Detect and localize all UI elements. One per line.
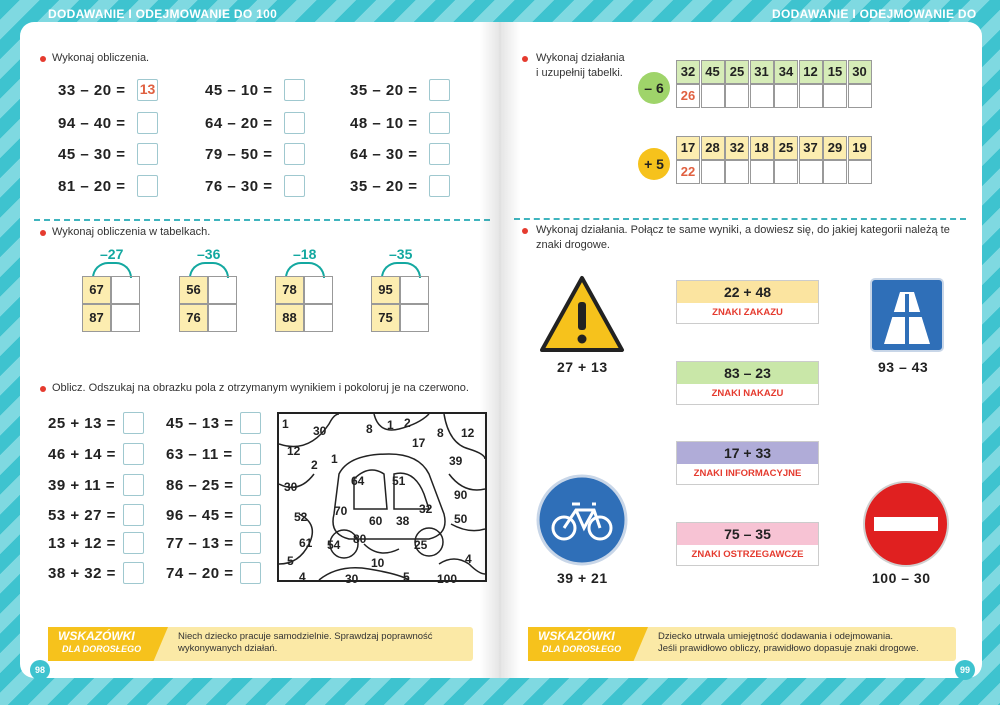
page-number-left: 98 [30, 660, 50, 680]
equation: 64 – 20 = [205, 115, 273, 132]
ex1-instruction: Wykonaj obliczenia. [52, 52, 150, 64]
table-cell: 32 [676, 60, 700, 84]
picture-field-number: 61 [299, 536, 313, 550]
category-name: ZNAKI INFORMACYJNE [677, 464, 818, 484]
equation: 39 + 11 = [48, 477, 116, 494]
left-page [20, 22, 500, 678]
answer-cell[interactable] [111, 304, 140, 332]
picture-field-number: 32 [419, 502, 433, 516]
category-name: ZNAKI OSTRZEGAWCZE [677, 545, 818, 565]
rex2-instruction-line1: Wykonaj działania. Połącz te same wyniki, a dowiesz się, do jakiej kategorii należą te [536, 224, 950, 236]
picture-field-number: 100 [437, 572, 458, 586]
category-name: ZNAKI NAKAZU [677, 384, 818, 404]
answer-box[interactable] [284, 79, 305, 101]
hint-text-right-line1: Dziecko utrwala umiejętność dodawania i odejmowania. [658, 631, 893, 642]
table-cell: 17 [676, 136, 700, 160]
picture-field-number: 64 [351, 474, 365, 488]
answer-cell[interactable] [111, 276, 140, 304]
answer-box[interactable] [284, 143, 305, 165]
answer-cell[interactable] [799, 84, 823, 108]
picture-field-number: 4 [465, 552, 472, 566]
bicycle-sign-label: 39 + 21 [557, 570, 608, 586]
equation: 94 – 40 = [58, 115, 126, 132]
right-header: DODAWANIE I ODEJMOWANIE DO [772, 7, 977, 21]
table-cell: 29 [823, 136, 847, 160]
answer-box[interactable] [429, 175, 450, 197]
answer-box[interactable]: 13 [137, 79, 158, 101]
bicycle-sign-icon[interactable] [536, 474, 628, 566]
answer-cell[interactable]: 26 [676, 84, 700, 108]
category-name: ZNAKI ZAKAZU [677, 303, 818, 323]
equation: 45 – 30 = [58, 146, 126, 163]
table-cell: 76 [179, 304, 208, 332]
equation: 48 – 10 = [350, 115, 418, 132]
equation: 53 + 27 = [48, 507, 116, 524]
table-cell: 18 [750, 136, 774, 160]
rex2-instruction-line2: znaki drogowe. [536, 239, 610, 251]
equation: 63 – 11 = [166, 446, 233, 463]
table-cell: 25 [774, 136, 798, 160]
answer-cell[interactable] [725, 84, 749, 108]
picture-field-number: 12 [287, 444, 301, 458]
answer-box[interactable] [123, 504, 144, 526]
answer-cell[interactable] [701, 160, 725, 184]
answer-cell[interactable] [823, 160, 847, 184]
table-cell: 34 [774, 60, 798, 84]
right-page [500, 22, 982, 678]
picture-field-number: 30 [313, 424, 327, 438]
ex3-instruction: Oblicz. Odszukaj na obrazku pola z otrzymanym wynikiem i pokoloruj je na czerwono. [52, 382, 469, 394]
table-cell: 32 [725, 136, 749, 160]
picture-field-number: 8 [366, 422, 373, 436]
operation-label: –18 [293, 246, 317, 262]
equation: 96 – 45 = [166, 507, 234, 524]
answer-cell[interactable] [400, 304, 429, 332]
equation: 35 – 20 = [350, 82, 418, 99]
operation-label: –27 [100, 246, 124, 262]
operation-circle: + 5 [638, 148, 670, 180]
picture-field-number: 2 [311, 458, 318, 472]
answer-cell[interactable] [823, 84, 847, 108]
page-number-right: 99 [955, 660, 975, 680]
warning-sign-label: 27 + 13 [557, 359, 608, 375]
picture-field-number: 70 [334, 504, 348, 518]
table-cell: 75 [371, 304, 400, 332]
picture-field-number: 5 [403, 570, 410, 584]
category-box[interactable] [676, 361, 819, 405]
equation: 46 + 14 = [48, 446, 116, 463]
answer-box[interactable] [240, 474, 261, 496]
picture-field-number: 4 [299, 570, 306, 584]
answer-box[interactable] [240, 532, 261, 554]
hint-title: WSKAZÓWKI [58, 629, 135, 643]
answer-cell[interactable]: 22 [676, 160, 700, 184]
picture-field-number: 51 [392, 474, 406, 488]
rex1-instruction-line2: i uzupełnij tabelki. [536, 67, 623, 79]
table-cell: 15 [823, 60, 847, 84]
answer-cell[interactable] [304, 276, 333, 304]
operation-label: –36 [197, 246, 221, 262]
equation: 35 – 20 = [350, 178, 418, 195]
answer-cell[interactable] [848, 160, 872, 184]
table-cell: 95 [371, 276, 400, 304]
table-cell: 25 [725, 60, 749, 84]
picture-field-number: 1 [282, 417, 289, 431]
answer-cell[interactable] [750, 84, 774, 108]
category-expression: 17 + 33 [677, 442, 818, 464]
hint-title-right: WSKAZÓWKI [538, 629, 615, 643]
equation: 74 – 20 = [166, 565, 234, 582]
answer-box[interactable] [429, 143, 450, 165]
hint-text-line2: wykonywanych działań. [178, 643, 278, 654]
picture-field-number: 50 [454, 512, 468, 526]
equation: 25 + 13 = [48, 415, 116, 432]
picture-field-number: 1 [387, 418, 394, 432]
answer-box[interactable] [240, 412, 261, 434]
answer-box[interactable] [429, 79, 450, 101]
table-cell: 78 [275, 276, 304, 304]
picture-field-number: 30 [284, 480, 298, 494]
picture-field-number: 1 [331, 452, 338, 466]
hint-subtitle-right: DLA DOROSŁEGO [542, 644, 622, 654]
hint-box-right [528, 627, 956, 661]
warning-sign-icon[interactable] [538, 274, 626, 354]
answer-cell[interactable] [799, 160, 823, 184]
answer-box[interactable] [123, 532, 144, 554]
picture-field-number: 54 [327, 538, 341, 552]
category-box[interactable] [676, 522, 819, 566]
picture-field-number: 52 [294, 510, 308, 524]
answer-box[interactable] [123, 443, 144, 465]
picture-field-number: 17 [412, 436, 426, 450]
rex1-instruction-line1: Wykonaj działania [536, 52, 625, 64]
answer-cell[interactable] [701, 84, 725, 108]
equation: 79 – 50 = [205, 146, 273, 163]
picture-field-number: 5 [287, 554, 294, 568]
table-cell: 45 [701, 60, 725, 84]
equation: 33 – 20 = [58, 82, 126, 99]
picture-field-number: 2 [404, 416, 411, 430]
equation: 13 + 12 = [48, 535, 116, 552]
answer-cell[interactable] [400, 276, 429, 304]
picture-field-number: 90 [454, 488, 468, 502]
category-expression: 83 – 23 [677, 362, 818, 384]
picture-field-number: 8 [437, 426, 444, 440]
answer-box[interactable] [137, 175, 158, 197]
picture-field-number: 80 [353, 532, 367, 546]
equation: 64 – 30 = [350, 146, 418, 163]
hint-text-line1: Niech dziecko pracuje samodzielnie. Sprawdzaj poprawność [178, 631, 433, 642]
category-box[interactable] [676, 441, 819, 485]
answer-cell[interactable] [774, 84, 798, 108]
picture-field-number: 38 [396, 514, 410, 528]
answer-cell[interactable] [208, 304, 237, 332]
equation: 86 – 25 = [166, 477, 234, 494]
hint-box-left [48, 627, 473, 661]
operation-circle: – 6 [638, 72, 670, 104]
picture-field-number: 25 [414, 538, 428, 552]
hint-text-right-line2: Jeśli prawidłowo obliczy, prawidłowo dopasuje znaki drogowe. [658, 643, 919, 654]
operation-label: –35 [389, 246, 413, 262]
table-cell: 12 [799, 60, 823, 84]
picture-field-number: 10 [371, 556, 385, 570]
no-entry-sign-label: 100 – 30 [872, 570, 931, 586]
ex2-instruction: Wykonaj obliczenia w tabelkach. [52, 226, 211, 238]
equation: 45 – 10 = [205, 82, 273, 99]
answer-box[interactable] [123, 562, 144, 584]
answer-box[interactable] [137, 143, 158, 165]
table-cell: 56 [179, 276, 208, 304]
answer-box[interactable] [240, 443, 261, 465]
picture-field-number: 30 [345, 572, 359, 586]
no-entry-sign-icon[interactable] [862, 480, 950, 568]
category-expression: 22 + 48 [677, 281, 818, 303]
picture-field-number: 12 [461, 426, 475, 440]
table-cell: 37 [799, 136, 823, 160]
answer-box[interactable] [240, 504, 261, 526]
category-box[interactable] [676, 280, 819, 324]
answer-cell[interactable] [725, 160, 749, 184]
table-cell: 67 [82, 276, 111, 304]
picture-field-number: 39 [449, 454, 463, 468]
table-cell: 28 [701, 136, 725, 160]
picture-field-number: 60 [369, 514, 383, 528]
answer-cell[interactable] [304, 304, 333, 332]
equation: 45 – 13 = [166, 415, 234, 432]
answer-box[interactable] [123, 474, 144, 496]
hint-subtitle: DLA DOROSŁEGO [62, 644, 142, 654]
table-cell: 19 [848, 136, 872, 160]
table-cell: 87 [82, 304, 111, 332]
equation: 81 – 20 = [58, 178, 126, 195]
answer-box[interactable] [240, 562, 261, 584]
left-header: DODAWANIE I ODEJMOWANIE DO 100 [48, 7, 278, 21]
answer-cell[interactable] [208, 276, 237, 304]
answer-cell[interactable] [774, 160, 798, 184]
answer-box[interactable] [284, 112, 305, 134]
highway-sign-label: 93 – 43 [878, 359, 929, 375]
equation: 76 – 30 = [205, 178, 273, 195]
book-spine [480, 22, 520, 678]
answer-box[interactable] [123, 412, 144, 434]
answer-cell[interactable] [750, 160, 774, 184]
highway-sign-icon[interactable] [870, 278, 944, 352]
equation: 38 + 32 = [48, 565, 116, 582]
coloring-picture[interactable] [277, 412, 487, 586]
table-cell: 30 [848, 60, 872, 84]
category-expression: 75 – 35 [677, 523, 818, 545]
table-cell: 88 [275, 304, 304, 332]
table-cell: 31 [750, 60, 774, 84]
equation: 77 – 13 = [166, 535, 234, 552]
answer-box[interactable] [429, 112, 450, 134]
answer-cell[interactable] [848, 84, 872, 108]
answer-box[interactable] [284, 175, 305, 197]
answer-box[interactable] [137, 112, 158, 134]
